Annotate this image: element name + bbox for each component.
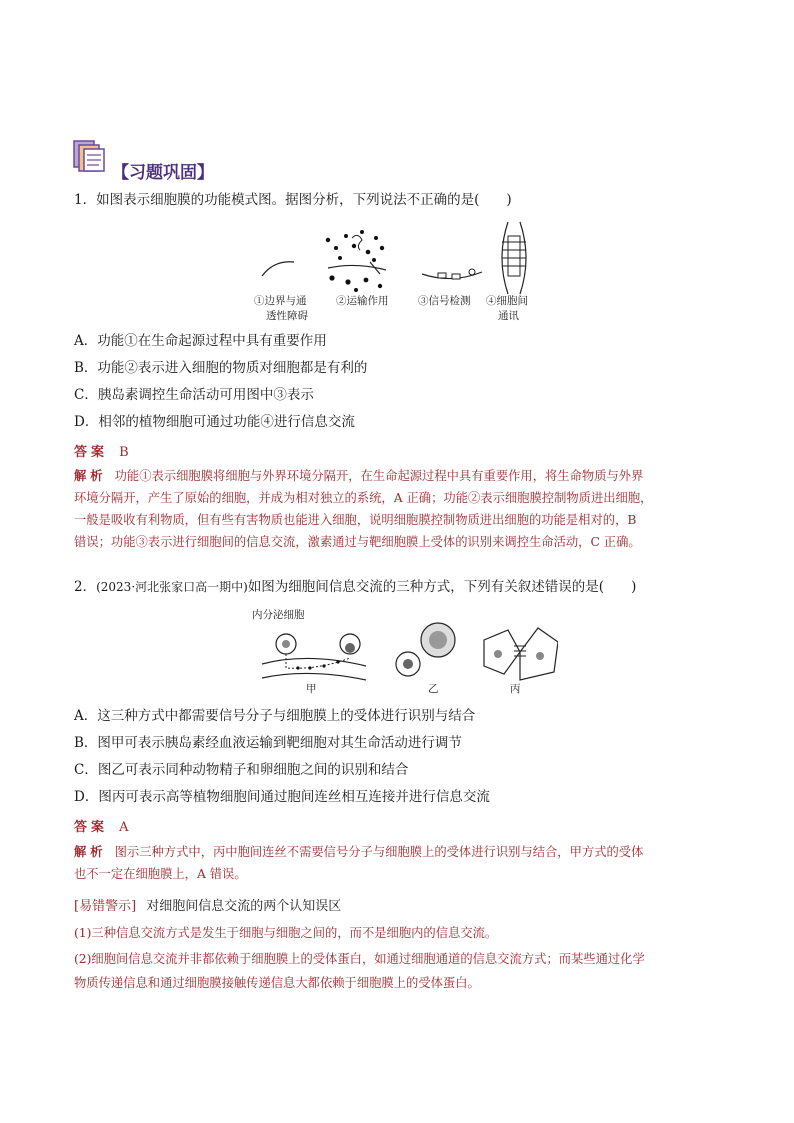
q2-label-endocrine: 内分泌细胞 (252, 609, 305, 621)
section-icon (72, 138, 110, 174)
q2-option-c: C．图乙可表示同种动物精子和卵细胞之间的识别和结合 (74, 762, 409, 778)
q2-analysis-line-2: 也不一定在细胞膜上，A 错误。 (74, 867, 247, 881)
q1-figure (256, 218, 556, 298)
q1-label-2: ②运输作用 (336, 295, 389, 307)
tip-item-2-cont: 物质传递信息和通过细胞膜接触传递信息大都依赖于细胞膜上的受体蛋白。 (74, 976, 480, 990)
q1-analysis-line-3: 一般是吸收有利物质，但有些有害物质也能进入细胞，说明细胞膜控制物质进出细胞的功能是相对的，B (74, 513, 637, 527)
q1-stem: 1．如图表示细胞膜的功能模式图。据图分析，下列说法不正确的是( ) (74, 192, 512, 208)
q2-label-yi: 乙 (428, 683, 439, 695)
q1-analysis-line-2: 环境分隔开，产生了原始的细胞，并成为相对独立的系统，A 正确；功能②表示细胞膜控制物质进出细胞， (74, 491, 653, 505)
tip-title: 对细胞间信息交流的两个认知误区 (146, 899, 342, 914)
q2-analysis-label: 解析 (74, 844, 107, 859)
q1-label-4a: ④细胞间 (486, 295, 528, 307)
q2-analysis (74, 841, 724, 885)
q2-stem (74, 577, 636, 597)
q1-answer-label: 答案 (74, 445, 109, 460)
q1-label-3: ③信号检测 (418, 295, 471, 307)
q1-analysis-line-1: 功能①表示细胞膜将细胞与外界环境分隔开，在生命起源过程中具有重要作用，将生命物质与外界 (114, 469, 644, 483)
tip-body (74, 921, 724, 995)
q2-stem-text: 如图为细胞间信息交流的三种方式，下列有关叙述错误的是( ) (247, 579, 637, 595)
q1-label-4b: 通讯 (498, 310, 519, 322)
q2-label-bing: 丙 (510, 683, 521, 695)
q1-option-c: C．胰岛素调控生命活动可用图中③表示 (74, 387, 314, 403)
tip-heading (74, 895, 341, 914)
q2-label-jia: 甲 (306, 683, 317, 695)
q2-stem-source: (2023·河北张家口高一期中) (96, 580, 248, 594)
q1-analysis (74, 465, 724, 553)
section-title: 【习题巩固】 (112, 163, 214, 183)
q2-option-d: D．图丙可表示高等植物细胞间通过胞间连丝相互连接并进行信息交流 (74, 789, 490, 805)
tip-item-2: (2)细胞间信息交流并非都依赖于细胞膜上的受体蛋白，如通过细胞通道的信息交流方式；而某些通过化学 (74, 952, 645, 966)
q2-answer (74, 816, 130, 835)
q2-option-a: A．这三种方式中都需要信号分子与细胞膜上的受体进行识别与结合 (74, 708, 476, 724)
tip-item-1: (1)三种信息交流方式是发生于细胞与细胞之间的，而不是细胞内的信息交流。 (74, 926, 498, 940)
q1-analysis-label: 解析 (74, 468, 107, 483)
q1-label-1b: 透性障碍 (266, 310, 308, 322)
q1-option-a: A．功能①在生命起源过程中具有重要作用 (74, 333, 327, 349)
q2-answer-label: 答案 (74, 820, 109, 835)
q1-option-b: B．功能②表示进入细胞的物质对细胞都是有利的 (74, 360, 368, 376)
q1-option-d: D．相邻的植物细胞可通过功能④进行信息交流 (74, 414, 355, 430)
q2-analysis-line-1: 图示三种方式中，丙中胞间连丝不需要信号分子与细胞膜上的受体进行识别与结合，甲方式的受体 (114, 845, 644, 859)
q2-stem-prefix: 2． (74, 579, 97, 595)
q1-answer (74, 441, 130, 460)
tip-label: [易错警示] (74, 899, 137, 914)
q2-option-b: B．图甲可表示胰岛素经血液运输到靶细胞对其生命活动进行调节 (74, 735, 462, 751)
q2-answer-value: A (119, 820, 130, 835)
q1-analysis-line-4: 错误；功能③表示进行细胞间的信息交流，激素通过与靶细胞膜上受体的识别来调控生命活动，C 正确。 (74, 535, 641, 549)
q1-answer-value: B (119, 445, 130, 460)
q1-label-1a: ①边界与通 (254, 295, 307, 307)
